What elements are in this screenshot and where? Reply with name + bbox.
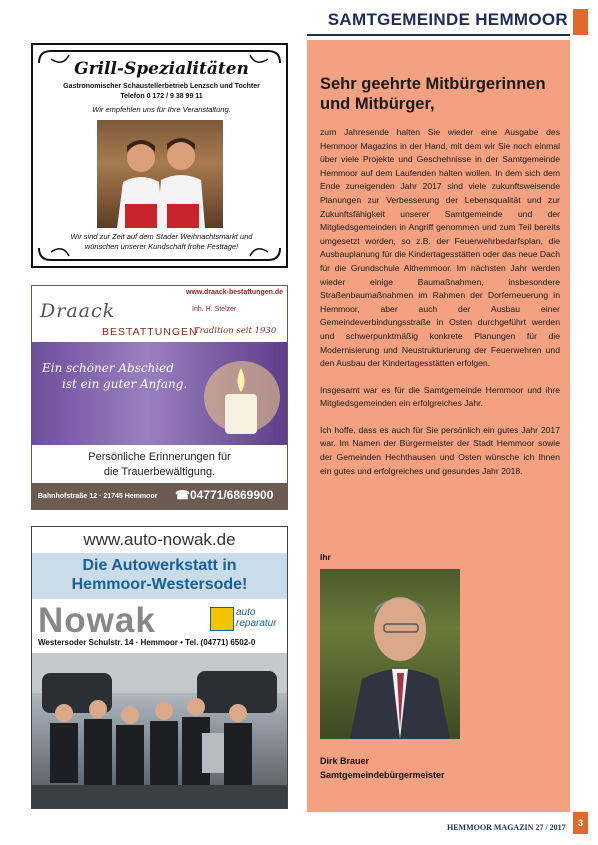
letter-body	[320, 126, 560, 491]
nowak-ad-name: Nowak	[38, 601, 156, 640]
grill-ad-tagline: Wir empfehlen uns für Ihre Veranstaltung.	[92, 105, 231, 114]
draack-ad-message: die Trauerbewältigung.	[103, 466, 216, 478]
signature-role: Samtgemeindebürgermeister	[320, 770, 445, 780]
letter-paragraph: zum Jahresende halten Sie wieder eine Ausgabe des Hemmoor Magazins in der Hand, mit dem wir Sie noch einmal über viele Projekte und Geschehnisse in der Samtgemeinde Hemmoor auf dem Laufenden halten wollen. In dem sich dem Ende zuneigenden Jahr 2017 sind viele zukunftsweisende Planungen zur Verbesserung der Lebensqualität und zur Zukunftsfähigkeit unserer Samtgemeinde und der Mitgliedsgemeinden in Angriff genommen und zum Teil bereits umgesetzt worden, so z.B. der Feuerwehrbedarfsplan, die Ausbauplanung für die Kindertagesstätten oder das neue Dach für die Grundschule Althemmoor. Im nächsten Jahr werden wieder einige Baumaßnahmen, insbesondere Straßenbaumaßnahmen im Rahmen der Dorferneuerung in Hemmoor, aber auch der Ausbau einer Gemeindeverbindungsstraße in Osten durchgeführt werden und schwerpunktmäßig konkrete Planungen für die Modernisierung und Neustrukturierung der Feuerwehren und den Ausbau der Kindertagesstätten erfolgen.	[320, 127, 560, 369]
nowak-ad-address: Westersoder Schulstr. 14 · Hemmoor • Tel. (04771) 6502-0	[38, 638, 256, 647]
draack-ad-business: BESTATTUNGEN	[102, 326, 198, 338]
draack-ad-name: Draack	[40, 300, 116, 322]
nowak-ad-headline: Die Autowerkstatt in	[82, 557, 237, 574]
phone-icon: ☎	[175, 488, 190, 502]
draack-ad-quote: Ein schöner Abschied	[42, 361, 174, 375]
draack-ad-phone	[175, 488, 273, 502]
draack-ad-message: Persönliche Erinnerungen für	[88, 451, 231, 463]
grill-ad-caption: Wir sind zur Zeit auf dem Stader Weihnachtsmarkt und	[70, 232, 253, 241]
draack-ad-tradition: Tradition seit 1930	[194, 326, 277, 336]
header-accent-square	[573, 9, 588, 35]
portrait-illustration	[320, 569, 460, 739]
draack-ad-candle-band	[32, 342, 287, 445]
draack-ad	[31, 285, 288, 510]
grill-ad-caption: wünschen unserer Kundschaft frohe Festtage!	[84, 242, 239, 251]
page-number: 3	[573, 812, 588, 834]
letter-paragraph: Insgesamt war es für die Samtgemeinde Hemmoor und ihre Mitgliedsgemeinden ein erfolgreiches Jahr.	[320, 384, 560, 409]
nowak-ad	[31, 526, 288, 809]
draack-ad-owner: Inh. H. Stelzer	[192, 306, 237, 313]
draack-ad-url[interactable]: www.draack-bestattungen.de	[186, 289, 283, 296]
grill-ad	[31, 43, 288, 268]
grill-ad-photo	[97, 120, 223, 228]
nowak-ad-url[interactable]: www.auto-nowak.de	[83, 530, 236, 549]
nowak-ad-headline: Hemmoor-Westersode!	[71, 576, 248, 593]
candle-illustration	[32, 342, 287, 445]
nowak-ad-team-photo	[32, 653, 287, 809]
workshop-team-illustration	[32, 653, 287, 809]
letter-closing: Ihr	[320, 552, 331, 562]
auto-reparatur-logo-icon	[210, 607, 234, 631]
two-women-illustration	[97, 120, 223, 228]
nowak-ad-service: auto reparatur	[236, 607, 277, 629]
signature-name: Dirk Brauer	[320, 756, 370, 766]
mayor-portrait	[320, 569, 460, 739]
grill-ad-title: Grill-Spezialitäten	[74, 59, 249, 79]
draack-ad-quote: ist ein guter Anfang.	[62, 377, 188, 391]
letter-paragraph: Ich hoffe, dass es auch für Sie persönlich ein gutes Jahr 2017 war. Im Namen der Bürgermeister der Stadt Hemmoor sowie der Gemeinden Hechthausen und Osten wünsche ich Ihnen ein gutes und erfolgreiches und gesundes Jahr 2018.	[320, 424, 560, 476]
draack-ad-phone-number: 04771/6869900	[189, 488, 274, 502]
magazine-footer: HEMMOOR MAGAZIN 27 / 2017	[447, 823, 566, 832]
draack-ad-address: Bahnhofstraße 12 · 21745 Hemmoor	[38, 493, 158, 500]
grill-ad-phone: Telefon 0 172 / 9 38 99 11	[120, 93, 203, 100]
letter-greeting: Sehr geehrte Mitbürgerinnen und Mitbürger,	[320, 75, 546, 113]
header-divider	[307, 34, 570, 36]
section-title: SAMTGEMEINDE HEMMOOR	[327, 10, 568, 29]
grill-ad-company: Gastronomischer Schaustellerbetrieb Lenzsch und Tochter	[63, 83, 260, 90]
